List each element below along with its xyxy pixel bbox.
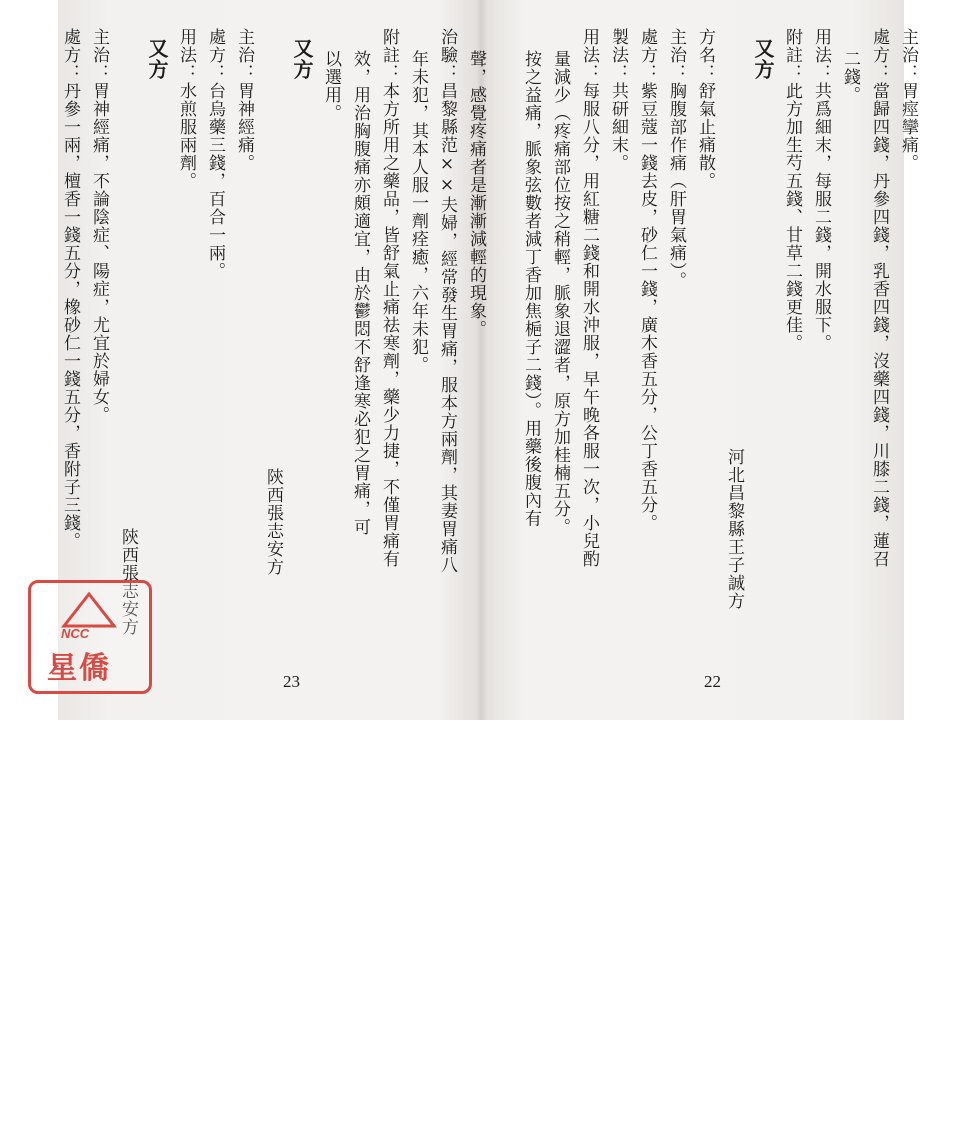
text-column: 主治：胃神經痛，不論陰症、陽症，尤宜於婦女。 bbox=[89, 28, 109, 424]
text-column: 量減少（疼痛部位按之稍輕，脈象退澀者，原方加桂楠五分。 bbox=[550, 50, 570, 536]
ncc-seal-stamp bbox=[28, 580, 152, 694]
left-page-number: 23 bbox=[283, 672, 300, 691]
stamp-latin-text: NCC bbox=[61, 626, 90, 641]
recipe-author: 陝西張志安方 bbox=[118, 528, 138, 636]
text-column: 聲，感覺疼痛者是漸漸減輕的現象。 bbox=[466, 50, 486, 338]
text-column: 主治：胃痙攣痛。 bbox=[898, 28, 918, 172]
right-page bbox=[521, 28, 920, 628]
triangle-seal-icon bbox=[61, 591, 117, 629]
section-heading: 又方 bbox=[290, 38, 314, 80]
text-column: 附註：此方加生芍五錢、甘草二錢更佳。 bbox=[782, 28, 802, 352]
text-column: 處方：台烏藥三錢，百合一兩。 bbox=[205, 28, 225, 280]
text-column: 處方：紫豆蔻一錢去皮，砂仁一錢，廣木香五分，公丁香五分。 bbox=[637, 28, 657, 532]
text-column: 用法：共爲細末，每服二錢，開水服下。 bbox=[811, 28, 831, 352]
text-column: 以選用。 bbox=[321, 50, 341, 122]
text-column: 用法：每服八分，用紅糖二錢和開水沖服，早午晚各服一次，小兒酌 bbox=[579, 28, 599, 568]
text-column: 製法：共研細末。 bbox=[608, 28, 628, 172]
recipe-author: 陝西張志安方 bbox=[263, 468, 283, 576]
right-page-number: 22 bbox=[704, 672, 721, 691]
text-column: 主治：胃神經痛。 bbox=[234, 28, 254, 172]
recipe-author: 河北昌黎縣王子誠方 bbox=[724, 448, 744, 610]
text-column: 用法：水煎服兩劑。 bbox=[176, 28, 196, 190]
text-column: 處方：丹參一兩，檀香一錢五分，橡砂仁一錢五分，香附子三錢。 bbox=[60, 28, 80, 550]
text-column: 方名：舒氣止痛散。 bbox=[695, 28, 715, 190]
text-column: 主治：胸腹部作痛（肝胃氣痛）。 bbox=[666, 28, 686, 290]
text-column: 按之益痛，脈象弦數者減丁香加焦梔子二錢）。用藥後腹內有 bbox=[521, 50, 541, 528]
right-page-columns bbox=[518, 28, 920, 628]
stamp-chinese-text: 星僑 bbox=[47, 651, 111, 686]
text-column: 治驗：昌黎縣范××夫婦，經常發生胃痛，服本方兩劑，其妻胃痛八 bbox=[437, 28, 457, 574]
text-column: 效，用治胸腹痛亦頗適宜，由於鬱悶不舒逢寒必犯之胃痛，可 bbox=[350, 50, 370, 536]
section-heading: 又方 bbox=[751, 38, 775, 80]
text-column: 年未犯，其本人服一劑痊癒，六年未犯。 bbox=[408, 50, 428, 374]
text-column: 處方：當歸四錢，丹參四錢，乳香四錢，沒藥四錢，川膝二錢，蓮召 bbox=[869, 28, 889, 568]
text-column: 二錢。 bbox=[840, 50, 860, 104]
section-heading: 又方 bbox=[145, 38, 169, 80]
text-column: 附註：本方所用之藥品，皆舒氣止痛祛寒劑，藥少力捷，不僅胃痛有 bbox=[379, 28, 399, 568]
open-book bbox=[58, 0, 918, 720]
